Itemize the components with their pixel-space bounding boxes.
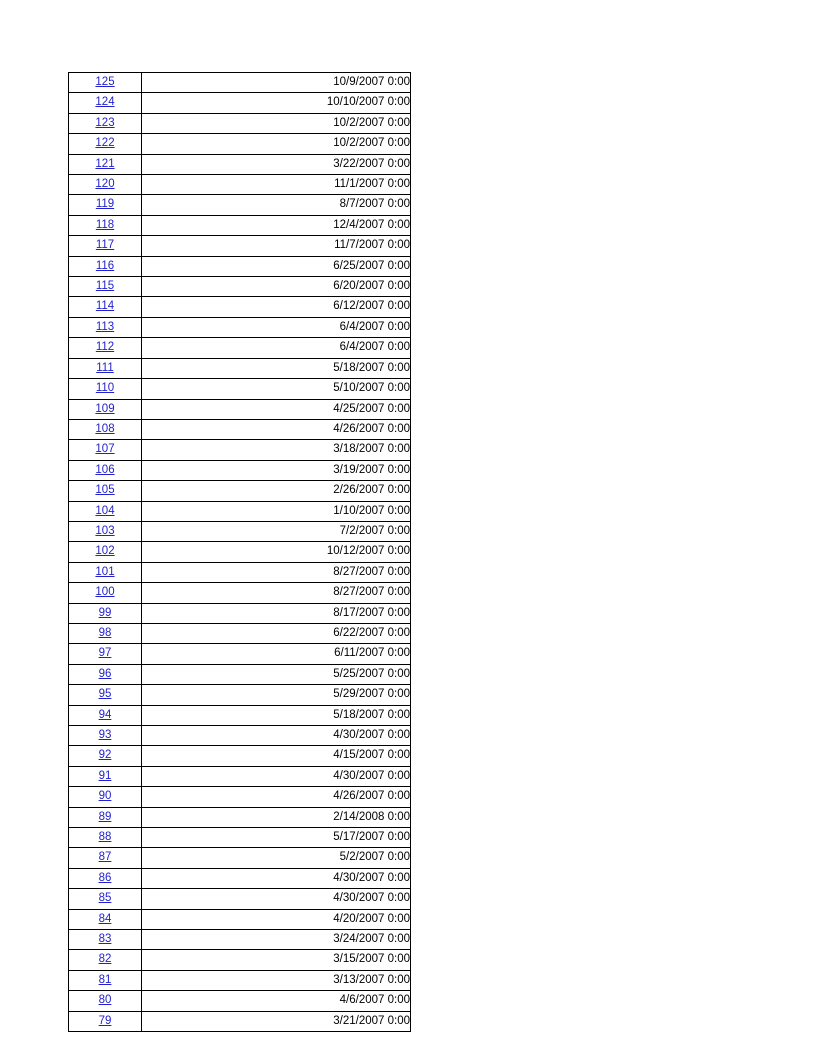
cell-id: [69, 358, 142, 378]
table-row: [69, 521, 411, 541]
record-id-link[interactable]: 83: [98, 933, 112, 946]
record-id-link[interactable]: 117: [95, 239, 115, 252]
cell-id: [69, 501, 142, 521]
record-id-link[interactable]: 121: [95, 157, 115, 170]
cell-date: 3/13/2007 0:00: [142, 970, 411, 990]
table-row: [69, 481, 411, 501]
record-id-link[interactable]: 120: [95, 178, 115, 191]
cell-date: 5/17/2007 0:00: [142, 828, 411, 848]
cell-id: [69, 440, 142, 460]
cell-date: 8/27/2007 0:00: [142, 562, 411, 582]
cell-id: [69, 664, 142, 684]
table-row: [69, 868, 411, 888]
cell-date: 11/1/2007 0:00: [142, 175, 411, 195]
table-row: [69, 603, 411, 623]
table-row: [69, 664, 411, 684]
cell-id: [69, 950, 142, 970]
cell-date: 4/15/2007 0:00: [142, 746, 411, 766]
cell-id: [69, 419, 142, 439]
cell-date: 6/20/2007 0:00: [142, 277, 411, 297]
record-id-link[interactable]: 124: [95, 96, 115, 109]
cell-id: [69, 542, 142, 562]
table-row: [69, 93, 411, 113]
cell-id: [69, 603, 142, 623]
cell-date: 5/18/2007 0:00: [142, 705, 411, 725]
record-id-link[interactable]: 119: [95, 198, 115, 211]
cell-id: [69, 481, 142, 501]
cell-id: [69, 93, 142, 113]
record-id-link[interactable]: 102: [95, 545, 115, 558]
record-id-link[interactable]: 96: [98, 667, 112, 680]
cell-date: 7/2/2007 0:00: [142, 521, 411, 541]
record-id-link[interactable]: 85: [98, 892, 112, 905]
cell-id: [69, 521, 142, 541]
cell-id: [69, 297, 142, 317]
record-id-link[interactable]: 92: [98, 749, 112, 762]
table-row: [69, 460, 411, 480]
cell-id: [69, 970, 142, 990]
record-id-link[interactable]: 94: [98, 708, 112, 721]
cell-id: [69, 991, 142, 1011]
record-id-link[interactable]: 97: [98, 647, 112, 660]
cell-id: [69, 175, 142, 195]
table-row: [69, 991, 411, 1011]
cell-id: [69, 828, 142, 848]
cell-id: [69, 195, 142, 215]
record-id-link[interactable]: 80: [98, 994, 112, 1007]
cell-date: 10/9/2007 0:00: [142, 73, 411, 93]
cell-date: 10/12/2007 0:00: [142, 542, 411, 562]
cell-date: 5/18/2007 0:00: [142, 358, 411, 378]
cell-date: 4/30/2007 0:00: [142, 766, 411, 786]
table-row: [69, 950, 411, 970]
table-row: [69, 297, 411, 317]
record-id-link[interactable]: 107: [95, 443, 115, 456]
cell-date: 5/2/2007 0:00: [142, 848, 411, 868]
cell-id: [69, 726, 142, 746]
table-row: [69, 236, 411, 256]
table-row: [69, 623, 411, 643]
table-row: [69, 195, 411, 215]
record-id-link[interactable]: 118: [95, 218, 115, 231]
record-id-link[interactable]: 104: [95, 504, 115, 517]
table-row: [69, 501, 411, 521]
cell-id: [69, 807, 142, 827]
record-id-link[interactable]: 95: [98, 688, 112, 701]
table-row: [69, 787, 411, 807]
cell-id: [69, 909, 142, 929]
cell-date: 4/30/2007 0:00: [142, 726, 411, 746]
record-id-link[interactable]: 125: [95, 76, 115, 88]
record-id-link[interactable]: 108: [95, 422, 115, 435]
cell-date: 8/17/2007 0:00: [142, 603, 411, 623]
table-row: [69, 399, 411, 419]
cell-date: 4/20/2007 0:00: [142, 909, 411, 929]
cell-id: [69, 562, 142, 582]
table-row: [69, 970, 411, 990]
cell-date: 4/26/2007 0:00: [142, 419, 411, 439]
table-row: [69, 1011, 411, 1031]
record-id-link[interactable]: 106: [95, 463, 115, 476]
table-row: [69, 542, 411, 562]
table-row: [69, 889, 411, 909]
cell-id: [69, 623, 142, 643]
table-row: [69, 113, 411, 133]
table-row: [69, 746, 411, 766]
record-id-link[interactable]: 81: [98, 973, 112, 986]
record-id-link[interactable]: 115: [95, 280, 115, 293]
cell-date: 11/7/2007 0:00: [142, 236, 411, 256]
cell-id: [69, 705, 142, 725]
cell-id: [69, 338, 142, 358]
cell-date: 12/4/2007 0:00: [142, 215, 411, 235]
cell-id: [69, 256, 142, 276]
table-row: [69, 277, 411, 297]
table-row: [69, 828, 411, 848]
table-row: [69, 440, 411, 460]
table-row: [69, 379, 411, 399]
table-row: [69, 807, 411, 827]
record-id-link[interactable]: 93: [98, 729, 112, 741]
cell-date: 3/21/2007 0:00: [142, 1011, 411, 1031]
record-id-link[interactable]: 114: [95, 300, 115, 313]
record-id-link[interactable]: 88: [98, 831, 112, 844]
cell-date: 6/12/2007 0:00: [142, 297, 411, 317]
cell-date: 10/2/2007 0:00: [142, 113, 411, 133]
record-id-link[interactable]: 91: [98, 769, 112, 782]
cell-id: [69, 889, 142, 909]
table-row: [69, 154, 411, 174]
cell-id: [69, 277, 142, 297]
record-id-link[interactable]: 116: [95, 259, 115, 272]
cell-id: [69, 460, 142, 480]
record-id-link[interactable]: 98: [98, 626, 112, 639]
cell-id: [69, 787, 142, 807]
table-row: [69, 215, 411, 235]
cell-date: 2/26/2007 0:00: [142, 481, 411, 501]
table-row: [69, 338, 411, 358]
record-id-link[interactable]: 100: [95, 586, 115, 599]
cell-date: 10/2/2007 0:00: [142, 134, 411, 154]
cell-date: 6/4/2007 0:00: [142, 338, 411, 358]
table-row: [69, 256, 411, 276]
cell-date: 4/25/2007 0:00: [142, 399, 411, 419]
table-body: [69, 73, 411, 1032]
cell-date: 1/10/2007 0:00: [142, 501, 411, 521]
cell-date: 4/6/2007 0:00: [142, 991, 411, 1011]
record-id-link[interactable]: 89: [98, 810, 112, 823]
table-row: [69, 909, 411, 929]
cell-date: 10/10/2007 0:00: [142, 93, 411, 113]
record-id-link[interactable]: 99: [98, 606, 112, 619]
cell-id: [69, 379, 142, 399]
table-row: [69, 73, 411, 93]
table-row: [69, 583, 411, 603]
cell-id: [69, 930, 142, 950]
record-id-link[interactable]: 113: [95, 320, 115, 333]
record-id-link[interactable]: 123: [95, 116, 115, 129]
table-row: [69, 766, 411, 786]
cell-id: [69, 236, 142, 256]
cell-id: [69, 848, 142, 868]
record-id-link[interactable]: 111: [96, 361, 114, 374]
cell-id: [69, 1011, 142, 1031]
cell-id: [69, 644, 142, 664]
table-row: [69, 317, 411, 337]
cell-id: [69, 215, 142, 235]
cell-id: [69, 73, 142, 93]
cell-date: 5/10/2007 0:00: [142, 379, 411, 399]
record-id-link[interactable]: 90: [98, 790, 112, 803]
cell-date: 2/14/2008 0:00: [142, 807, 411, 827]
table-row: [69, 705, 411, 725]
cell-date: 6/11/2007 0:00: [142, 644, 411, 664]
cell-date: 5/25/2007 0:00: [142, 664, 411, 684]
cell-date: 4/30/2007 0:00: [142, 868, 411, 888]
table-row: [69, 644, 411, 664]
cell-date: 3/22/2007 0:00: [142, 154, 411, 174]
cell-date: 3/15/2007 0:00: [142, 950, 411, 970]
record-id-link[interactable]: 84: [98, 912, 112, 925]
data-table: [68, 72, 411, 1032]
record-id-link[interactable]: 87: [98, 851, 112, 864]
table-row: [69, 726, 411, 746]
cell-id: [69, 868, 142, 888]
cell-date: 5/29/2007 0:00: [142, 685, 411, 705]
record-id-link[interactable]: 103: [95, 524, 115, 537]
cell-date: 3/24/2007 0:00: [142, 930, 411, 950]
cell-id: [69, 113, 142, 133]
cell-id: [69, 766, 142, 786]
record-id-link[interactable]: 86: [98, 871, 112, 884]
record-id-link[interactable]: 105: [95, 484, 115, 497]
record-id-link[interactable]: 122: [95, 137, 115, 150]
table-row: [69, 848, 411, 868]
record-id-link[interactable]: 101: [95, 565, 115, 578]
cell-id: [69, 154, 142, 174]
cell-date: 8/27/2007 0:00: [142, 583, 411, 603]
record-id-link[interactable]: 110: [95, 382, 115, 395]
cell-date: 4/26/2007 0:00: [142, 787, 411, 807]
cell-id: [69, 746, 142, 766]
cell-date: 6/22/2007 0:00: [142, 623, 411, 643]
table-row: [69, 562, 411, 582]
cell-id: [69, 583, 142, 603]
cell-id: [69, 134, 142, 154]
cell-date: 8/7/2007 0:00: [142, 195, 411, 215]
cell-date: 6/4/2007 0:00: [142, 317, 411, 337]
table-row: [69, 930, 411, 950]
record-id-link[interactable]: 109: [95, 402, 115, 415]
table-row: [69, 134, 411, 154]
cell-id: [69, 399, 142, 419]
table-row: [69, 175, 411, 195]
table-row: [69, 419, 411, 439]
table-row: [69, 685, 411, 705]
cell-id: [69, 317, 142, 337]
record-id-link[interactable]: 82: [98, 953, 112, 966]
cell-date: 6/25/2007 0:00: [142, 256, 411, 276]
cell-date: 4/30/2007 0:00: [142, 889, 411, 909]
cell-date: 3/18/2007 0:00: [142, 440, 411, 460]
record-id-link[interactable]: 112: [95, 341, 115, 354]
table-row: [69, 358, 411, 378]
cell-date: 3/19/2007 0:00: [142, 460, 411, 480]
cell-id: [69, 685, 142, 705]
record-id-link[interactable]: 79: [98, 1014, 112, 1027]
